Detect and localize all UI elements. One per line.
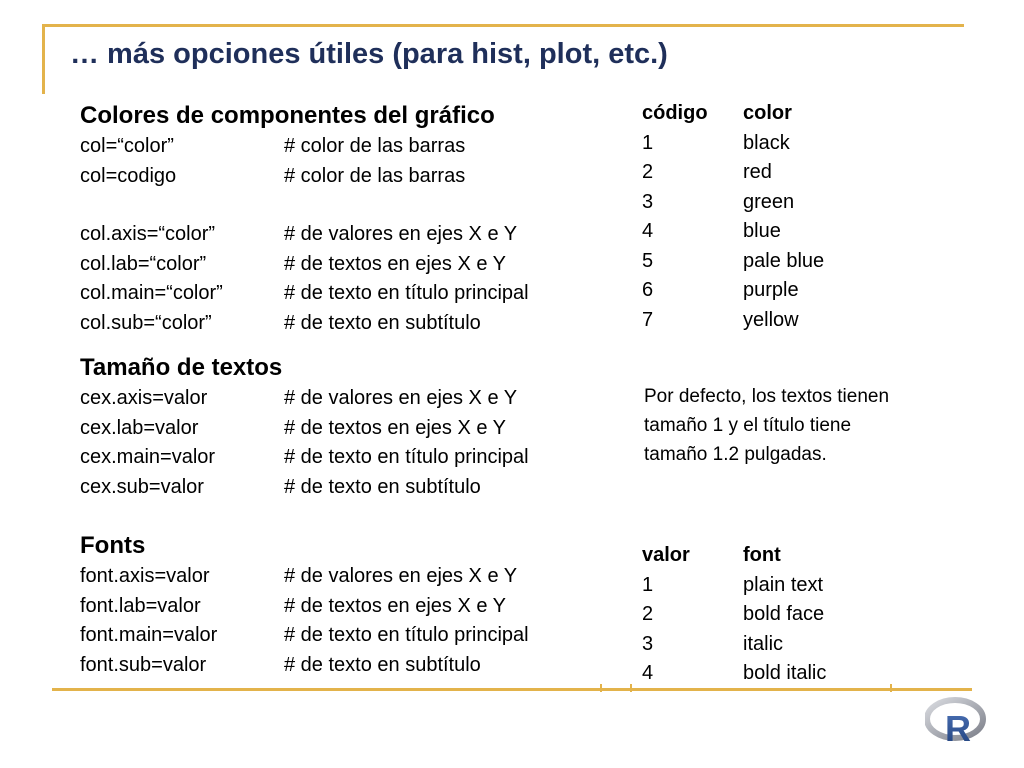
cell-font: italic <box>743 632 784 655</box>
fonts-section <box>80 530 600 680</box>
table-header <box>642 541 882 571</box>
option-param: col=“color” <box>80 135 174 157</box>
option-desc: # de texto en título principal <box>284 446 529 468</box>
cell-code: 3 <box>642 190 654 213</box>
cell-code: 7 <box>642 308 654 331</box>
font-code-table <box>642 541 882 689</box>
table-row <box>642 129 882 159</box>
option-param: cex.axis=valor <box>80 387 208 409</box>
header-font: font <box>743 544 781 566</box>
header-value: valor <box>642 544 690 566</box>
cell-color: red <box>743 161 772 183</box>
option-row <box>80 279 600 309</box>
r-logo-letter: R <box>945 708 971 745</box>
option-desc: # de texto en subtítulo <box>284 311 481 334</box>
spacer <box>80 191 600 220</box>
option-row <box>80 220 600 250</box>
header-code: código <box>642 102 708 124</box>
table-row <box>642 659 882 689</box>
cell-font: plain text <box>743 573 824 596</box>
slide-title: … más opciones útiles (para hist, plot, etc.) <box>70 38 668 70</box>
option-desc: # de texto en título principal <box>284 282 529 304</box>
option-row <box>80 162 600 192</box>
r-logo-icon <box>925 697 987 745</box>
frame-left-line <box>42 24 45 94</box>
option-row <box>80 592 600 622</box>
colors-section <box>80 100 600 338</box>
colors-heading: Colores de componentes del gráfico <box>80 102 495 129</box>
table-row <box>642 217 882 247</box>
default-size-note: Por defecto, los textos tienen tamaño 1 y el título tiene tamaño 1.2 pulgadas. <box>644 386 890 465</box>
footer-tick <box>630 684 632 692</box>
cell-value: 1 <box>642 573 654 596</box>
option-row <box>80 562 600 592</box>
cell-code: 2 <box>642 161 654 183</box>
footer-tick <box>600 684 602 692</box>
table-row <box>642 600 882 630</box>
cell-font: bold face <box>743 603 825 625</box>
option-param: cex.lab=valor <box>80 416 199 439</box>
table-row <box>642 306 882 336</box>
option-desc: # de valores en ejes X e Y <box>284 387 518 409</box>
option-desc: # de textos en ejes X e Y <box>284 594 507 617</box>
cell-color: blue <box>743 220 781 242</box>
option-desc: # de texto en subtítulo <box>284 475 481 498</box>
option-param: cex.sub=valor <box>80 475 204 498</box>
cell-color: black <box>743 131 790 154</box>
size-section <box>80 352 600 502</box>
cell-code: 4 <box>642 220 654 242</box>
option-desc: # de valores en ejes X e Y <box>284 223 518 245</box>
cell-color: green <box>743 190 795 213</box>
table-row <box>642 247 882 277</box>
color-code-table <box>642 99 882 335</box>
option-desc: # de textos en ejes X e Y <box>284 252 507 275</box>
option-desc: # color de las barras <box>284 164 466 187</box>
cell-value: 3 <box>642 632 654 655</box>
table-row <box>642 158 882 188</box>
table-row <box>642 276 882 306</box>
footer-tick <box>890 684 892 692</box>
fonts-heading: Fonts <box>80 532 146 559</box>
table-row <box>642 188 882 218</box>
option-param: font.sub=valor <box>80 653 207 676</box>
option-param: cex.main=valor <box>80 446 216 468</box>
option-param: col=codigo <box>80 164 177 187</box>
table-row <box>642 630 882 660</box>
option-param: col.main=“color” <box>80 282 223 304</box>
option-param: col.sub=“color” <box>80 311 212 334</box>
option-desc: # color de las barras <box>284 135 466 157</box>
table-header <box>642 99 882 129</box>
options-column <box>80 100 600 694</box>
option-row <box>80 443 600 473</box>
header-color: color <box>743 102 792 124</box>
option-desc: # de textos en ejes X e Y <box>284 416 507 439</box>
cell-value: 4 <box>642 662 654 684</box>
option-param: font.axis=valor <box>80 565 210 587</box>
footer-line <box>52 688 972 691</box>
option-param: col.axis=“color” <box>80 223 216 245</box>
option-row <box>80 250 600 280</box>
option-param: col.lab=“color” <box>80 252 207 275</box>
option-row <box>80 651 600 681</box>
cell-color: pale blue <box>743 249 825 272</box>
cell-color: yellow <box>743 308 799 331</box>
option-param: font.main=valor <box>80 624 218 646</box>
size-heading: Tamaño de textos <box>80 354 283 381</box>
cell-font: bold italic <box>743 662 827 684</box>
option-row <box>80 621 600 651</box>
option-row <box>80 384 600 414</box>
table-row <box>642 571 882 601</box>
option-row <box>80 473 600 503</box>
option-row <box>80 132 600 162</box>
cell-value: 2 <box>642 603 654 625</box>
cell-code: 5 <box>642 249 654 272</box>
frame-top-line <box>42 24 964 27</box>
option-desc: # de texto en título principal <box>284 624 529 646</box>
cell-color: purple <box>743 279 799 301</box>
option-param: font.lab=valor <box>80 594 201 617</box>
option-desc: # de texto en subtítulo <box>284 653 481 676</box>
option-row <box>80 309 600 339</box>
cell-code: 6 <box>642 279 654 301</box>
option-row <box>80 414 600 444</box>
option-desc: # de valores en ejes X e Y <box>284 565 518 587</box>
cell-code: 1 <box>642 131 654 154</box>
